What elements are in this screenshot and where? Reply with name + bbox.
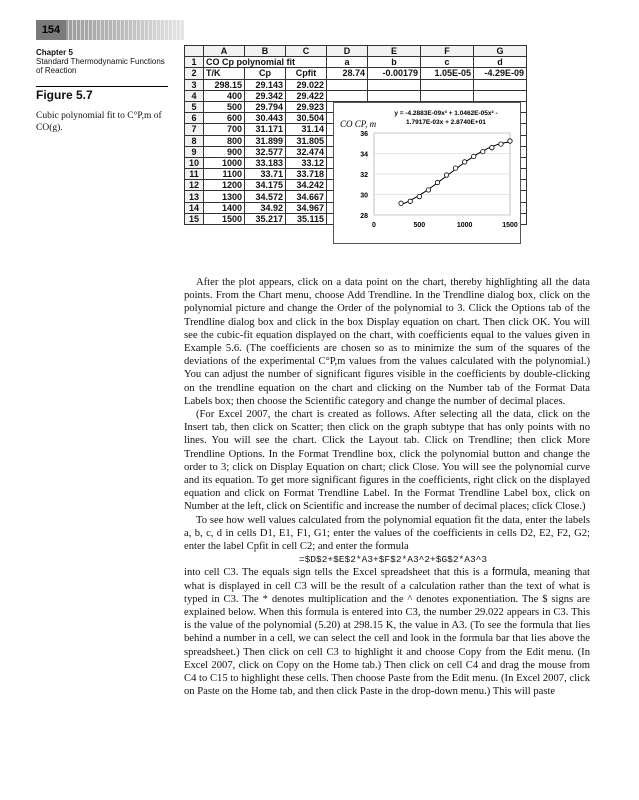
data-point [435,180,439,184]
table-row [185,79,527,90]
table-cell [474,79,527,90]
table-cell: 34.572 [245,191,286,202]
formula-word: formula [492,566,528,579]
row-number: 13 [185,191,204,202]
paragraph-3: To see how well values calculated from the polynomial equation fit the data, enter the labels a, b, c, d in cells D1, E1, F1, G1; enter the values of the coefficients in cells D2, E2, F2, G2; enter the label Cpfit in cell C2; and enter the formula [184,514,590,553]
table-cell: 28.74 [327,68,368,79]
table-cell: 29.342 [245,90,286,101]
paragraph-4-part-b: , meaning that what is displayed in cell C3 will be the result of a calculation rather than the text of what is typed in C3. The * denotes multiplication and the ^ denotes exponentiation. The $ signs are explained below. When this formula is entered into C3, the number 29.022 appears in C3. This is the value of the polynomial (5.20) at 298.15 K, the value in A3. (To see the formula that lies behind a number in a cell, we can select the cell and look in the formula bar that lies above the spreadsheet.) Then click on cell C3 to highlight it and choose Copy from the Edit menu. (In Excel 2007, click on Copy on the Home tab.) Then click on cell C4 and drag the mouse from C4 to C15 to highlight these cells. Then choose Paste from the Edit menu. (In Excel 2007, click on Paste on the Home tab, and then click Paste in the drop-down menu.) This will paste [184,567,591,698]
table-cell: 1.05E-05 [421,68,474,79]
table-cell: Cpfit [286,68,327,79]
data-point [472,154,476,158]
column-header-row [185,46,527,57]
table-cell: 400 [204,90,245,101]
table-cell: 34.667 [286,191,327,202]
column-header: B [245,46,286,57]
table-cell: 29.422 [286,90,327,101]
row-number: 2 [185,68,204,79]
y-tick-label: 30 [360,192,368,200]
table-cell: 700 [204,124,245,135]
plot-area [360,131,518,229]
table-cell: -4.29E-09 [474,68,527,79]
table-cell: 33.718 [286,169,327,180]
table-cell [327,79,368,90]
table-cell: 29.143 [245,79,286,90]
table-row [185,57,527,68]
data-point [444,173,448,177]
table-cell: 35.115 [286,213,327,224]
table-cell: 29.794 [245,101,286,112]
data-point [417,194,421,198]
column-header: F [421,46,474,57]
column-header: E [368,46,421,57]
data-point [481,150,485,154]
page-header-bar [36,20,184,40]
excel-formula: =$D$2+$E$2*A3+$F$2*A3^2+$G$2*A3^3 [298,554,488,566]
chapter-title: Standard Thermodynamic Functions of Reaction [36,57,165,75]
table-cell [421,79,474,90]
table-cell: 31.805 [286,135,327,146]
row-number: 12 [185,180,204,191]
corner-cell [185,46,204,57]
table-cell: Cp [245,68,286,79]
y-tick-label: 34 [360,151,368,159]
table-cell: -0.00179 [368,68,421,79]
paragraph-4-part-a: into cell C3. The equals sign tells the Excel spreadsheet that this is a [184,567,493,579]
row-number: 1 [185,57,204,68]
row-number: 3 [185,79,204,90]
table-cell: 35.217 [245,213,286,224]
column-header: C [286,46,327,57]
table-cell: 34.967 [286,202,327,213]
table-cell: b [368,57,421,68]
row-number: 14 [185,202,204,213]
page-number: 154 [36,20,66,40]
data-point [508,139,512,143]
table-cell: CO Cp polynomial fit [204,57,327,68]
chart-svg [334,103,520,243]
row-number: 6 [185,113,204,124]
data-point [426,188,430,192]
trendline-equation-line2: 1.7917E-03x + 2.8740E+01 [406,119,486,126]
x-tick-label: 1500 [502,222,518,229]
table-cell: 31.171 [245,124,286,135]
chapter-label: Chapter 5 [36,48,73,57]
scatter-chart [333,102,521,244]
figure-label: Figure 5.7 [36,88,93,102]
x-tick-label: 0 [372,222,376,229]
y-tick-label: 28 [360,213,368,220]
table-cell: 1300 [204,191,245,202]
table-cell [327,90,368,101]
data-point [408,199,412,203]
data-point [499,142,503,146]
table-cell: a [327,57,368,68]
chart-title: CO CP, m [340,119,377,129]
table-cell: 1400 [204,202,245,213]
column-header: D [327,46,368,57]
table-cell: 34.175 [245,180,286,191]
paragraph-4 [184,566,590,698]
table-cell: 33.71 [245,169,286,180]
table-cell: 32.474 [286,146,327,157]
table-cell: 31.14 [286,124,327,135]
figure-rule [36,86,168,87]
row-number: 8 [185,135,204,146]
table-cell: 800 [204,135,245,146]
row-number: 5 [185,101,204,112]
figure-caption: Cubic polynomial fit to C°P,m of CO(g). [36,111,162,133]
table-cell: T/K [204,68,245,79]
row-number: 10 [185,157,204,168]
table-cell: 1500 [204,213,245,224]
x-tick-label: 500 [413,222,426,229]
trendline-equation-line1: y = -4.2883E-09x³ + 1.0462E-05x² - [394,110,498,117]
body-text [184,276,590,699]
paragraph-2: (For Excel 2007, the chart is created as follows. After selecting all the data, click on the Insert tab, then click on Scatter; then click on the graph subtype that has only points with no lines. You will see the chart. Click the Layout tab. Click on Trendline; then click More Trendline Options. In the Format Trendline box, click the polynomial button and change the order to 3; click on Display Equation on chart; click Close. You will see the polynomial curve and its equation. To get more significant figures in the coefficients, right click on the displayed equation and click on Format Trendline Label. In the Format Trendline Label box, click on Number at the left, click on Scientific and increase the number of decimal places; click Close.) [184,409,590,513]
table-cell: 298.15 [204,79,245,90]
header-tick-pattern [68,20,184,40]
row-number: 4 [185,90,204,101]
table-cell: 29.022 [286,79,327,90]
table-cell: 900 [204,146,245,157]
table-cell: 30.443 [245,113,286,124]
y-tick-label: 36 [360,131,368,138]
data-point [453,166,457,170]
table-cell: c [421,57,474,68]
table-cell: 1200 [204,180,245,191]
row-number: 9 [185,146,204,157]
table-cell: 34.92 [245,202,286,213]
row-number: 15 [185,213,204,224]
table-cell [368,79,421,90]
table-cell: 33.12 [286,157,327,168]
table-cell: 1100 [204,169,245,180]
table-row [185,68,527,79]
row-number: 7 [185,124,204,135]
table-cell: d [474,57,527,68]
x-tick-label: 1000 [456,222,473,229]
table-cell: 30.504 [286,113,327,124]
paragraph-1: After the plot appears, click on a data point on the chart, thereby highlighting all the data points. From the Chart menu, choose Add Trendline. In the Trendline dialog box, click on the polynomial picture and change the Order of the polynomial to 3. Click the Options tab of the Trendline dialog box and click in the box Display equation on chart. Then click OK. You will see the cubic-fit equation displayed on the chart, with coefficients equal to the values given in Example 5.6. (The coefficients are chosen so as to minimize the sum of the squares of the deviations of the experimental C°P,m values from the values calculated with the polynomial.) You can adjust the number of significant figures visible in the coefficients by double-clicking on the trendline equation on the chart and clicking on the Number tab of the Format Data Labels box; then choose the Scientific category and change the number of decimal places. [184,277,590,407]
table-row [185,90,527,101]
chapter-heading [36,48,166,75]
table-cell: 500 [204,101,245,112]
data-point [399,201,403,205]
table-cell: 29.923 [286,101,327,112]
table-cell: 1000 [204,157,245,168]
y-tick-label: 32 [360,172,368,179]
table-cell [474,90,527,101]
row-number: 11 [185,169,204,180]
table-cell: 33.183 [245,157,286,168]
column-header: G [474,46,527,57]
data-point [490,145,494,149]
table-cell: 31.899 [245,135,286,146]
table-cell: 34.242 [286,180,327,191]
table-cell [368,90,421,101]
table-cell: 600 [204,113,245,124]
table-cell [421,90,474,101]
table-cell: 32.577 [245,146,286,157]
column-header: A [204,46,245,57]
data-point [462,160,466,164]
